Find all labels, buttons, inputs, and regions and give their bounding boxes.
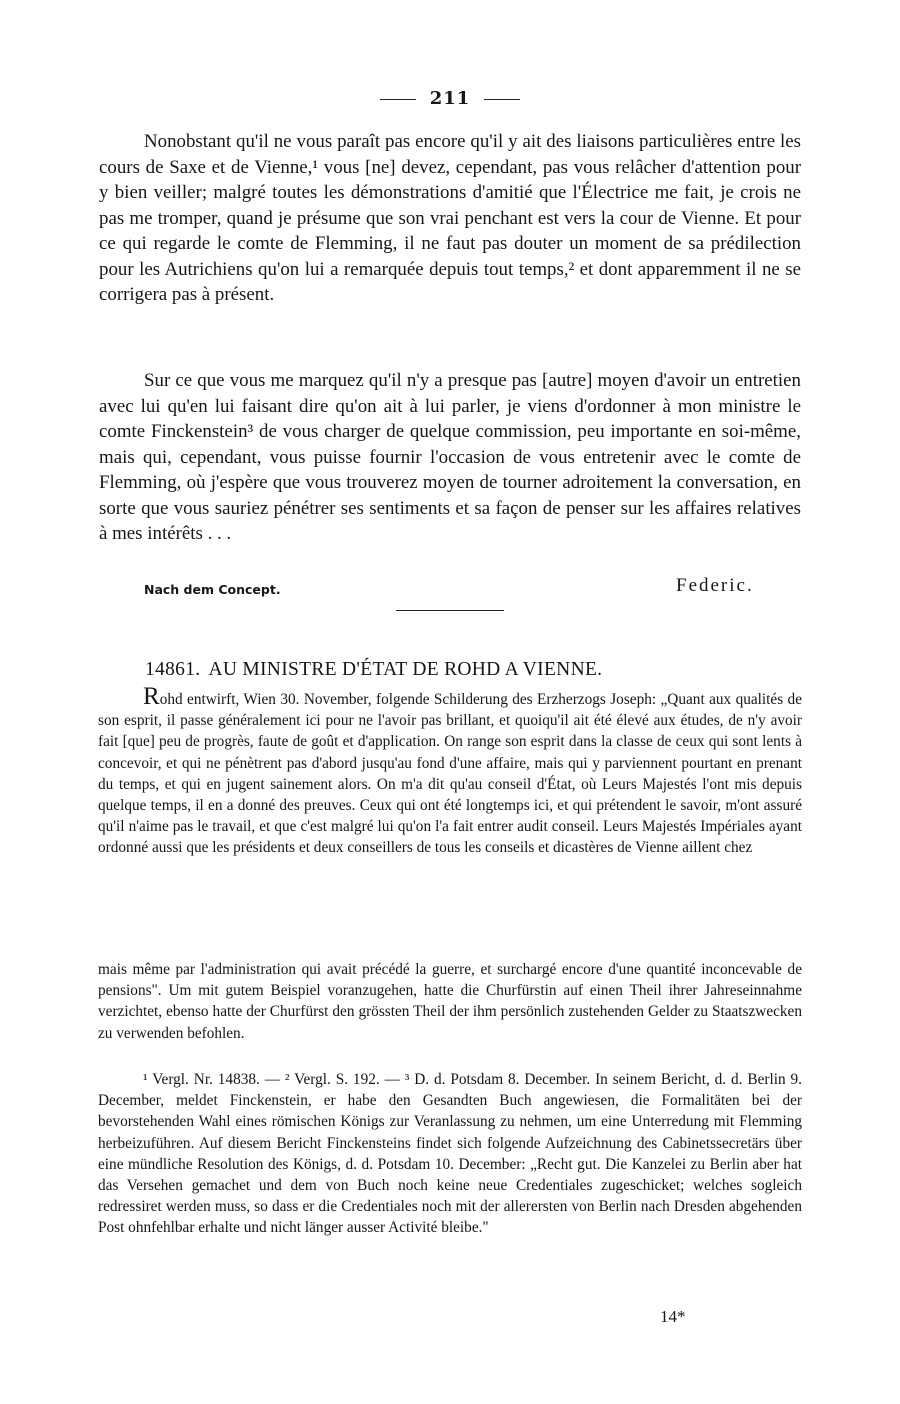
body-paragraph-1: Nonobstant qu'il ne vous paraît pas encore qu'il y ait des liaisons particulières entre les cours de Saxe et de Vienne,¹ vous [ne] devez, cependant, pas vous relâcher d'attention pour y bien veiller; malgré toutes les démonstrations d'amitié que l'Électrice me fait, je crois ne pas me tromper, quand je présume que son vrai penchant est vers la cour de Vienne. Et pour ce qui regarde le comte de Flemming, il ne faut pas douter un moment de sa prédilection pour les Autrichiens qu'on lui a remarquée depuis tout temps,² et dont apparemment il ne se corrigera pas à présent. — [99, 131, 801, 305]
document-title: AU MINISTRE D'ÉTAT DE ROHD A VIENNE. — [208, 659, 603, 680]
document-summary: Rohd entwirft, Wien 30. November, folgende Schilderung des Erzherzogs Joseph: „Quant aux qualités de son esprit, il passe généralement ici pour ne l'avoir pas brillant, et quoiqu'il ait été élevé aux études, de n'y avoir fait [que] peu de progrès, faute de goût et d'application. On range son esprit dans la classe de ceux qui sont lents à concevoir, et qui ne pénètrent pas d'abord jusqu'au fond d'une affaire, mais qui y parviennent pourtant en prenant du temps, et qui en jugent sainement alors. On m'a dit qu'au conseil d'État, où Leurs Majestés l'ont mis depuis quelque temps, il en a donné des preuves. Ceux qui ont été longtemps ici, et qui prétendent le savoir, m'ont assuré qu'il n'aime pas le travail, et que c'est malgré lui qu'on l'a fait entrer audit conseil. Leurs Majestés Impériales ayant ordonné aussi que les présidents et deux conseillers de tous les conseils et dicastères de Vienne aillent chez — [98, 683, 802, 857]
signature: Federic. — [676, 575, 754, 596]
page-header — [0, 88, 900, 109]
section-divider — [396, 610, 504, 611]
header-dash-right — [484, 99, 520, 100]
footnote-continuation: mais même par l'administration qui avait précédé la guerre, et surchargé encore d'une quantité inconcevable de pensions". Um mit gutem Beispiel voranzugehen, hatte die Churfürstin auf einen Theil ihrer Jahreseinnahme verzichtet, ebenso hatte der Churfürst den grössten Theil der ihm persönlich zustehenden Gelder zu Staatszwecken zu verwenden befohlen. — [98, 961, 802, 1042]
body-paragraph-2: Sur ce que vous me marquez qu'il n'y a presque pas [autre] moyen d'avoir un entretien avec lui qu'en lui faisant dire qu'on ait à lui parler, je viens d'ordonner à mon ministre le comte Finckenstein³ de vous charger de quelque commission, peu importante en soi-même, mais qui, cependant, vous puisse fournir l'occasion de vous entretenir avec le comte de Flemming, où j'espère que vous trouverez moyen de tourner adroitement la conversation, en sorte que vous sauriez pénétrer ses sentiments et sa façon de penser sur les affaires relatives à mes intérêts . . . — [99, 370, 801, 544]
header-dash-left — [380, 99, 416, 100]
document-heading — [145, 659, 785, 681]
footnotes: ¹ Vergl. Nr. 14838. — ² Vergl. S. 192. — ³ D. d. Potsdam 8. December. In seinem Bericht, d. d. Berlin 9. December, meldet Finckenstein, er habe den Gesandten Buch angewiesen, die Formalitäten bei der bevorstehenden Wahl eines römischen Königs zur Veranlassung zu nehmen, um eine Unterredung mit Flemming herbeizuführen. Auf diesem Bericht Finckensteins findet sich folgende Aufzeichnung des Cabinetssecretärs über eine mündliche Resolution des Königs, d. d. Potsdam 10. December: „Recht gut. Die Kanzelei zu Berlin aber hat das Versehen gemachet und dem von Buch noch keine neue Credentiales zugeschicket; welches sogleich redressiret werden muss, so dass er die Credentiales noch mit der allerersten von Berlin nach Dresden abgehenden Post ohnfehlbar erhalte und nicht länger ausser Activité bleibe." — [98, 1071, 802, 1237]
source-note: Nach dem Concept. — [144, 582, 281, 597]
document-number: 14861. — [145, 659, 201, 680]
signature-mark: 14* — [660, 1307, 686, 1326]
page-number: 211 — [429, 88, 471, 109]
